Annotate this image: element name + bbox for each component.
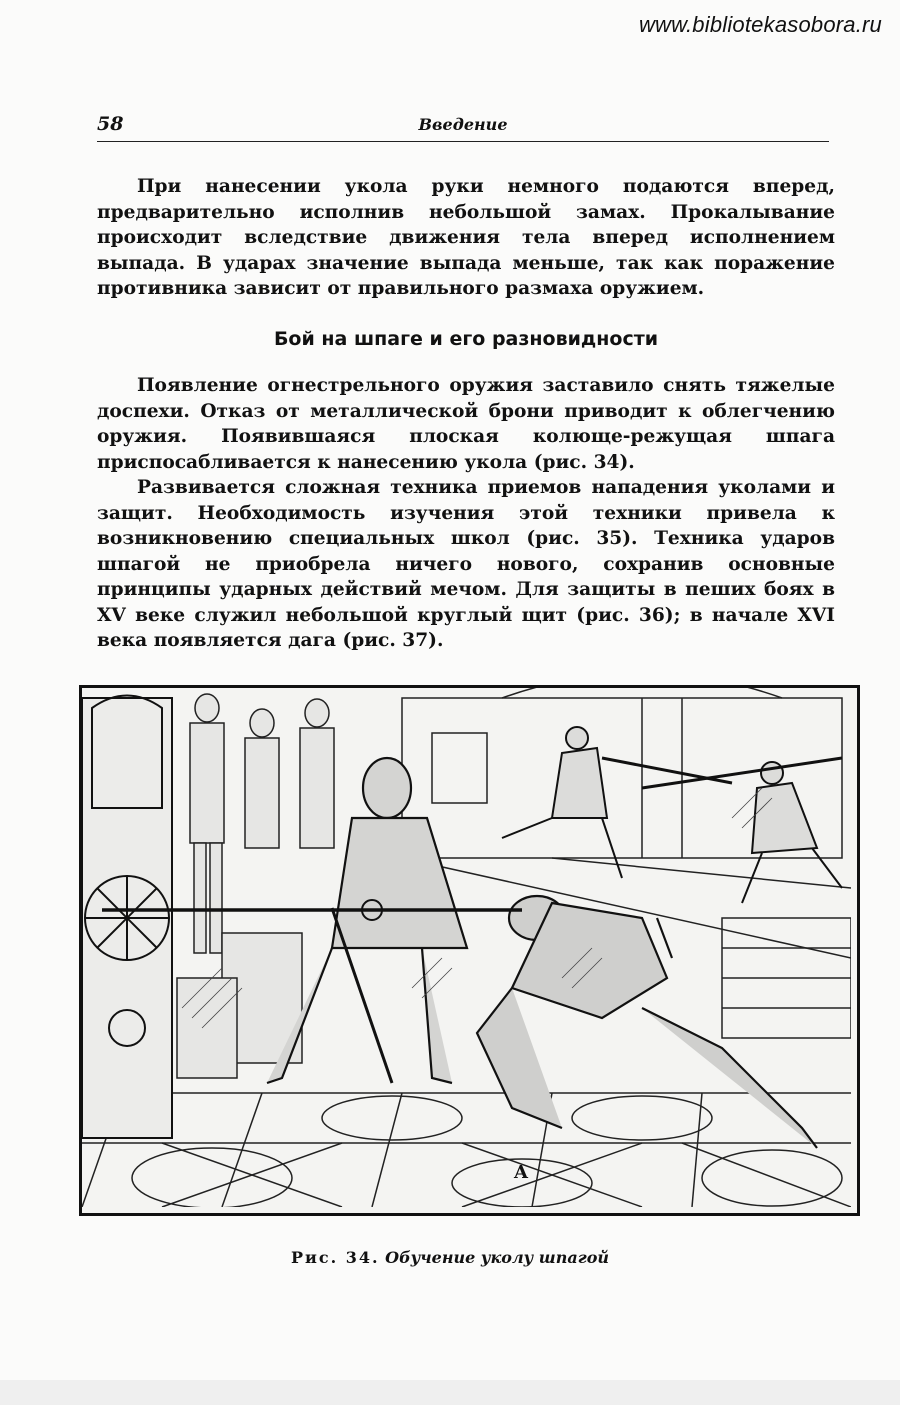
section-title: Введение [418,115,508,134]
wall-wheel-diagram [82,696,172,1139]
fencing-illustration [82,688,851,1207]
figure-caption [0,1248,900,1267]
running-header [97,113,829,142]
floor-grid [82,1093,851,1207]
floor-marker-letter: A [514,1162,528,1183]
figure-woodcut [79,685,860,1216]
paragraph-block [97,373,835,654]
pupil-figure [477,896,817,1148]
subsection-heading: Бой на шпаге и его разновидности [273,328,659,350]
paragraph-text: При нанесении укола руки немного подаются вперед, предварительно исполнив небольшой замах. Прокалывание происходит вследствие движения тела вперед исполнением выпада. В ударах значение выпада меньше, так как поражение противника зависит от правильного размаха оружием. [97,176,835,299]
paragraph-technique: Развивается сложная техника приемов нападения уколами и защит. Необходимость изучения этой техники привела к возникновению специальных школ (рис. 35). Техника ударов шпагой не приобрела ничего нового, сохранив основные принципы ударных действий мечом. Для защиты в пеших боях в XV веке служил небольшой круглый щит (рис. 36); в начале XVI века появляется дага (рис. 37). [97,477,835,651]
caption-text: Обучение уколу шпагой [385,1248,610,1267]
caption-label: Рис. 34. [290,1248,380,1267]
background-fencers [502,727,842,903]
master-figure [267,758,467,1083]
background-statues [177,694,334,1078]
paragraph-intro [97,174,835,302]
page-bottom-margin [0,1380,900,1405]
watermark-url[interactable]: www.bibliotekasobora.ru [638,12,882,37]
page-number: 58 [97,113,124,135]
paragraph-firearms: Появление огнестрельного оружия заставило снять тяжелые доспехи. Отказ от металлической брони приводит к облегчению оружия. Появившаяся плоская колюще-режущая шпага приспосабливается к нанесению укола (рис. 34). [97,375,835,473]
